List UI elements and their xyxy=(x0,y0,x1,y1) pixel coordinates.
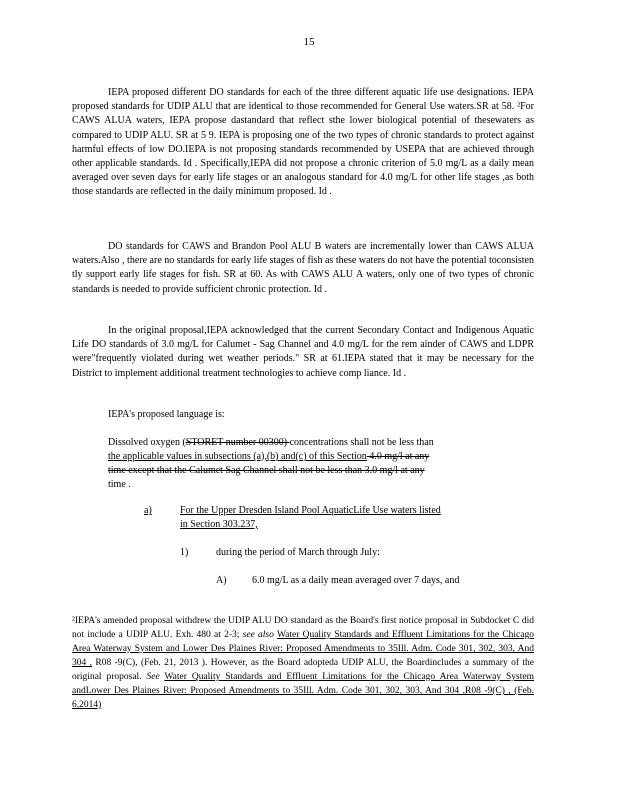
citation: Water Quality Standards and Effluent Limitations for the Chicago Area Waterway System and Lower Des Plaines River: Proposed Amendments to 35Ill. Adm. Code 301, 302, 303, And 304 , xyxy=(72,630,534,668)
citation: Water Quality Standards and Effluent Limitations for the Chicago Area Waterway System andLower Des Plaines River: Proposed Amendments to 35Ill. Adm. Code 301, 302, 303, And 304 ,R08 -9(C) , (Feb. 6,2014) xyxy=(72,672,534,710)
proposed-language-intro: IEPA's proposed language is: xyxy=(108,409,225,420)
paragraph-text: In the original proposal,IEPA acknowledged that the current Secondary Contact and Indigenous Aquatic Life DO standards of 3.0 mg/L for Calumet - Sag Channel and 4.0 mg/L for the rem ainder of CAWS and LDPR were"frequently violated during wet weather periods." SR at 61.IEPA stated that it may be necessary for the District to implement additional treatment technologies to achieve comp liance. Id . xyxy=(72,325,534,379)
item-1-label: 1) xyxy=(180,547,189,558)
underlined-text: the applicable values in subsections (a),(b) and(c) of this Section xyxy=(108,451,367,462)
footnote: ²IEPA's amended proposal withdrew the UDIP ALU DO standard as the Board's first notice proposal in Subdocket C did not include a UDIP ALU. Exh. 480 at 2-3; see also Water Quality Standards and Effluent Limitations for the Chicago Area Waterway System and Lower Des Plaines River: Proposed Amendments to 35Ill. Adm. Code 301, 302, 303, And 304 , R08 -9(C), (Feb. 21, 2013 ). However, as the Board adopteda UDIP ALU, the Boardincludes a summary of the original proposal. See Water Quality Standards and Effluent Limitations for the Chicago Area Waterway System andLower Des Plaines River: Proposed Amendments to 35Ill. Adm. Code 301, 302, 303, And 304 ,R08 -9(C) , (Feb. 6,2014) xyxy=(72,616,535,710)
item-1-text: during the period of March through July: xyxy=(216,547,380,558)
paragraph-original-proposal xyxy=(72,324,534,381)
item-A-text: 6.0 mg/L as a daily mean averaged over 7 days, and xyxy=(252,575,460,586)
struck-text: STORET number 00300) xyxy=(185,437,290,448)
paragraph-caws-brandon xyxy=(72,240,534,297)
footnote-marker: ² xyxy=(72,616,75,626)
regulation-line: Dissolved oxygen (STORET number 00300) concentrations shall not be less than xyxy=(108,437,434,448)
paragraph-text: IEPA proposed different DO standards for each of the three different aquatic life use designations. IEPA proposed standards for UDIP ALU that are identical to those recommended for General Use waters.SR at 58. ²For CAWS ALUA waters, IEPA propose dastandard that reflect sthe lower biological potential of thesewaters as compared to UDIP ALU. SR at 5 9. IEPA is proposing one of the two types of chronic standards to protect against harmful effects of low DO.IEPA is not proposing standards recommended by USEPA that are achieved through other applicable standards. Id . Specifically,IEPA did not propose a chronic criterion of 5.0 mg/L as a daily mean averaged over seven days for early life stages or an analogous standard for 4.0 mg/L for other life stages ,as both those standards are reflected in the daily minimum proposed. Id . xyxy=(72,87,534,198)
regulation-text xyxy=(108,436,500,492)
item-A-label: A) xyxy=(216,575,227,586)
regulation-line: time . xyxy=(108,479,131,490)
item-a-label: a) xyxy=(144,505,152,516)
struck-text: time except that the Calumet Sag Channel shall not be less than 3.0 mg/l at any xyxy=(108,465,425,476)
regulation-line xyxy=(108,450,500,464)
paragraph-aquatic-life-do xyxy=(72,86,534,200)
item-a-text: For the Upper Dresden Island Pool AquaticLife Use waters listed in Section 303.237, xyxy=(180,505,441,530)
paragraph-text: DO standards for CAWS and Brandon Pool ALU B waters are incrementally lower than CAWS ALUA waters.Also , there are no standards for early life stages of fish as these waters do not have the potential toconsisten tly support early life stages for fish. SR at 60. As with CAWS ALU A waters, only one of two types of chronic standards is needed to provide sufficient chronic protection. Id . xyxy=(72,241,534,295)
page-number: 15 xyxy=(303,36,315,48)
struck-text: 4.0 mg/l at any xyxy=(366,451,430,462)
